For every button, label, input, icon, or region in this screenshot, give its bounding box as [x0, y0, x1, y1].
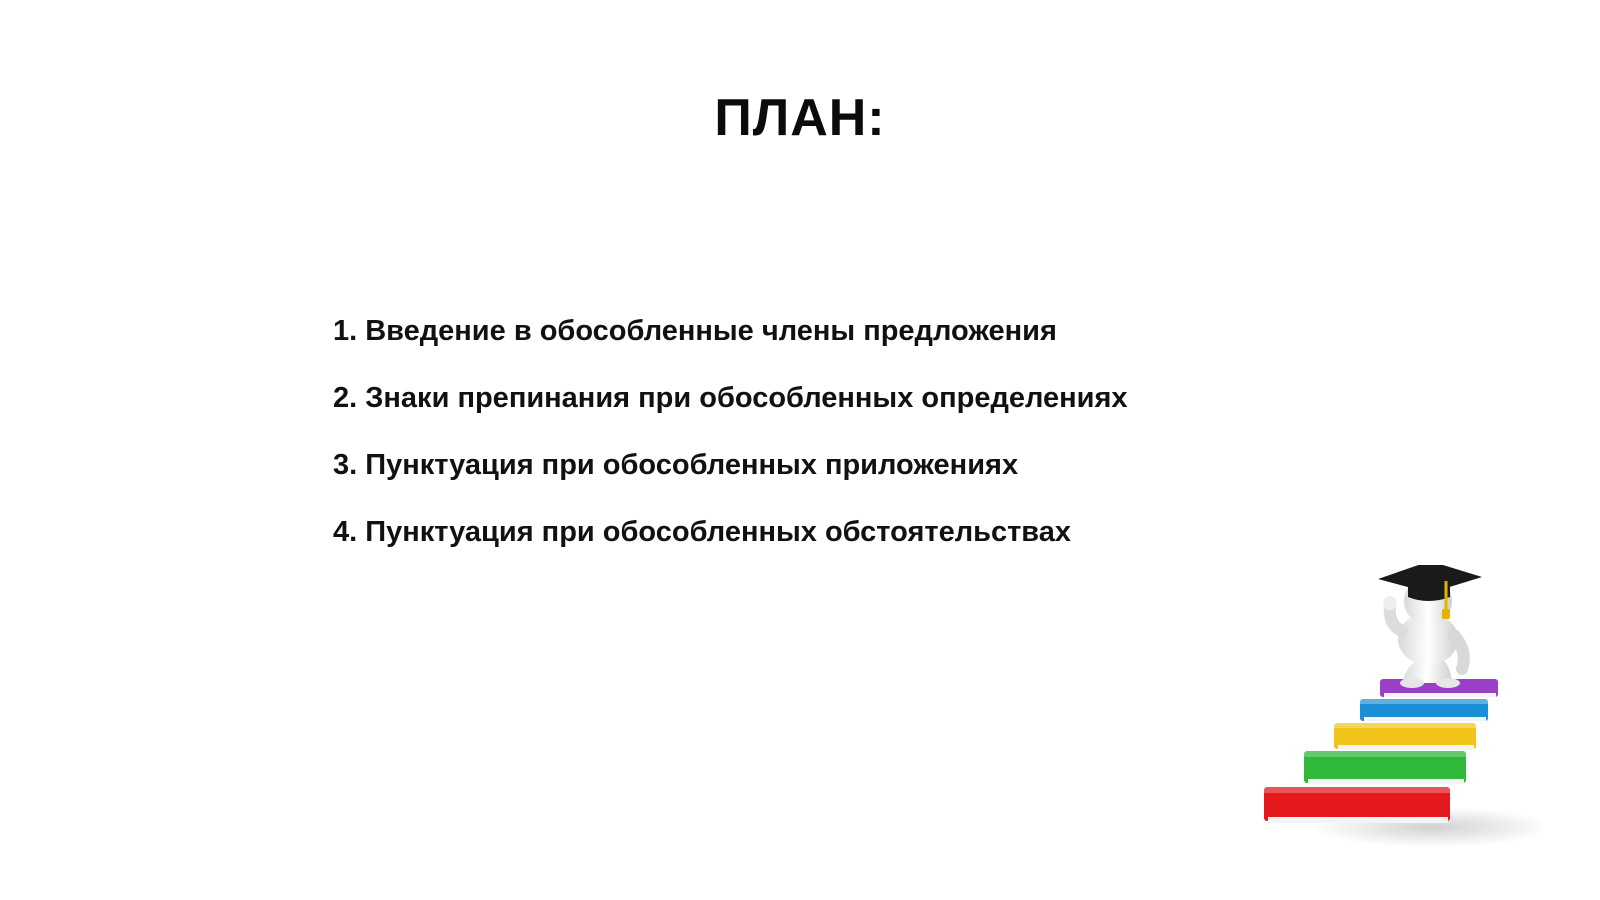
- graduate-on-books-icon: [1262, 565, 1542, 855]
- book-green: [1304, 751, 1466, 784]
- graduate-figure: [1378, 565, 1482, 688]
- slide-title: ПЛАН:: [714, 89, 886, 147]
- book-yellow: [1334, 723, 1476, 750]
- plan-item-4: 4. Пунктуация при обособленных обстоятельствах: [333, 516, 1071, 548]
- book-red: [1264, 787, 1450, 823]
- book-blue: [1360, 699, 1488, 721]
- plan-item-2: 2. Знаки препинания при обособленных определениях: [333, 382, 1128, 414]
- plan-item-3: 3. Пунктуация при обособленных приложениях: [333, 449, 1019, 481]
- plan-list: [333, 314, 1128, 582]
- plan-item-1: 1. Введение в обособленные члены предложения: [333, 315, 1057, 347]
- cap-base: [1408, 585, 1450, 601]
